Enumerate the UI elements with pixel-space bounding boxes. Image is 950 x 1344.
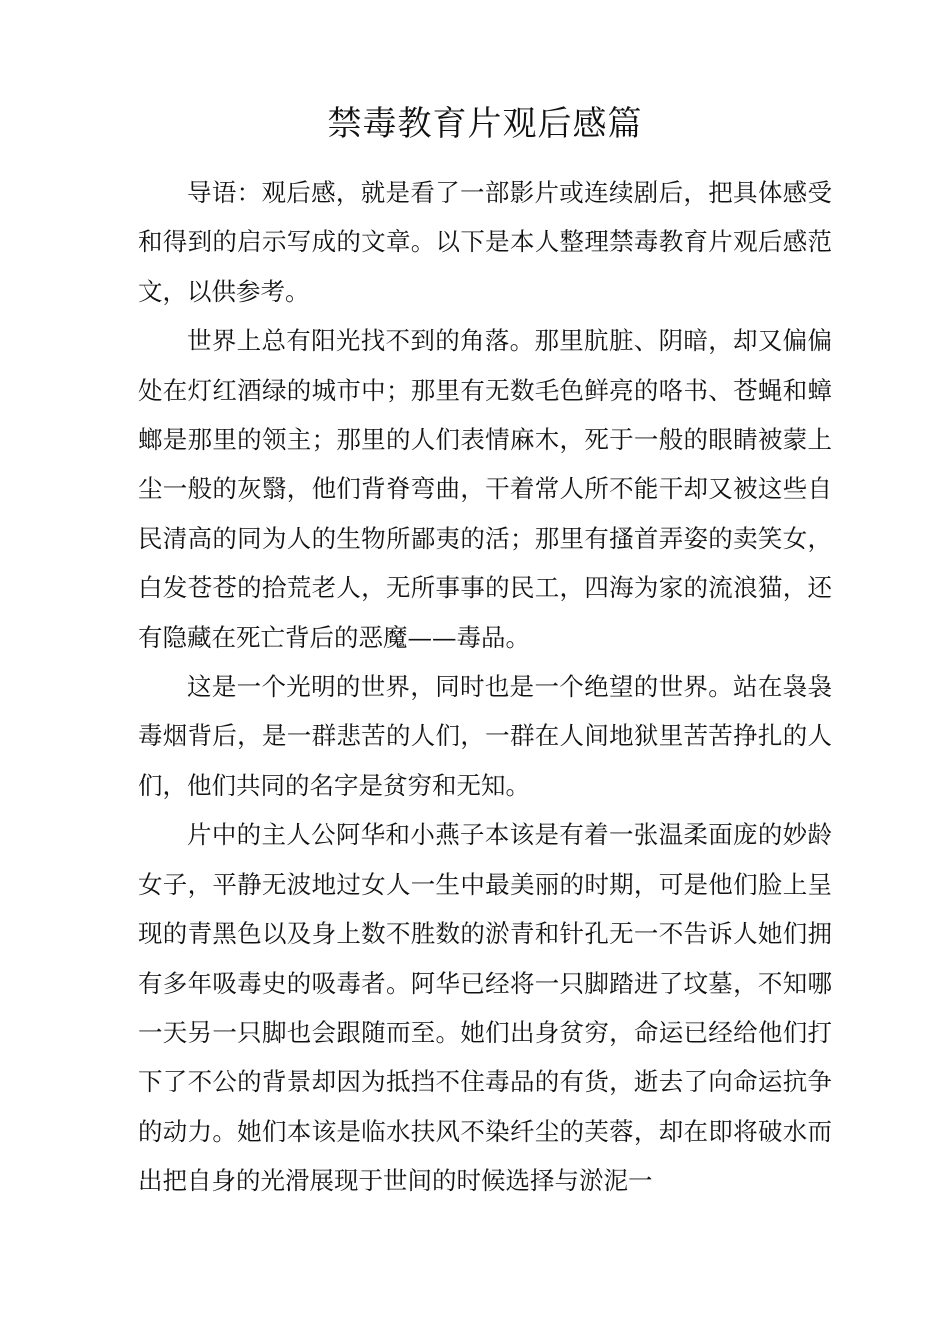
paragraph-protagonists: 片中的主人公阿华和小燕子本该是有着一张温柔面庞的妙龄女子，平静无波地过女人一生中最美丽的时期，可是他们脸上呈现的青黑色以及身上数不胜数的淤青和针孔无一不告诉人她们拥有多年吸毒史的吸毒者。阿华已经将一只脚踏进了坟墓，不知哪一天另一只脚也会跟随而至。她们出身贫穷，命运已经给他们打下了不公的背景却因为抵挡不住毒品的有货，逝去了向命运抗争的动力。她们本该是临水扶风不染纤尘的芙蓉，却在即将破水而出把自身的光滑展现于世间的时候选择与淤泥一 bbox=[138, 820, 832, 1196]
paragraph-bright-world: 这是一个光明的世界，同时也是一个绝望的世界。站在袅袅毒烟背后，是一群悲苦的人们，一群在人间地狱里苦苦挣扎的人们，他们共同的名字是贫穷和无知。 bbox=[138, 672, 832, 800]
document-title: 禁毒教育片观后感篇 bbox=[327, 104, 643, 144]
document-body bbox=[138, 168, 832, 1206]
paragraph-intro: 导语：观后感，就是看了一部影片或连续剧后，把具体感受和得到的启示写成的文章。以下是本人整理禁毒教育片观后感范文，以供参考。 bbox=[138, 178, 832, 306]
paragraph-dark-corner: 世界上总有阳光找不到的角落。那里肮脏、阴暗，却又偏偏处在灯红酒绿的城市中；那里有无数毛色鲜亮的咯书、苍蝇和蟑螂是那里的领主；那里的人们表情麻木，死于一般的眼睛被蒙上尘一般的灰翳，他们背脊弯曲，干着常人所不能干却又被这些自民清高的同为人的生物所鄙夷的活；那里有搔首弄姿的卖笑女，白发苍苍的拾荒老人，无所事事的民工，四海为家的流浪猫，还有隐藏在死亡背后的恶魔——毒品。 bbox=[138, 326, 832, 652]
